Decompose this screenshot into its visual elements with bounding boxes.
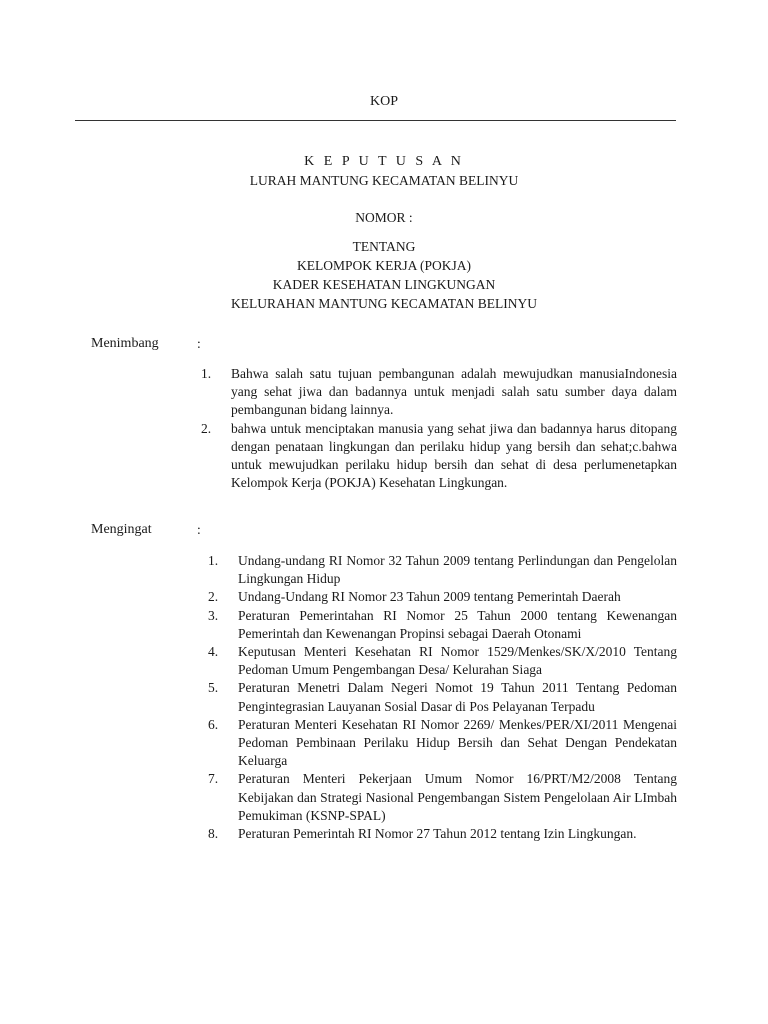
menimbang-label: Menimbang xyxy=(91,336,159,351)
list-item-text: Keputusan Menteri Kesehatan RI Nomor 1529/Menkes/SK/X/2010 Tentang Pedoman Umum Pengembangan Desa/ Kelurahan Siaga xyxy=(238,644,677,678)
list-item-text: Undang-Undang RI Nomor 23 Tahun 2009 tentang Pemerintah Daerah xyxy=(238,589,621,605)
letterhead-placeholder: KOP xyxy=(369,94,398,109)
document-title: K E P U T U S A N xyxy=(304,154,464,169)
list-item xyxy=(208,643,677,679)
mengingat-list xyxy=(208,552,677,843)
list-item-text: Bahwa salah satu tujuan pembangunan adalah mewujudkan manusiaIndonesia yang sehat jiwa dan badannya untuk menjadi salah satu sumber daya dalam pembangunan bidang lainnya. xyxy=(231,366,677,418)
list-item-text: Undang-undang RI Nomor 32 Tahun 2009 tentang Perlindungan dan Pengelolan Lingkungan Hidup xyxy=(238,553,677,587)
list-item-text: Peraturan Pemerintah RI Nomor 27 Tahun 2012 tentang Izin Lingkungan. xyxy=(238,826,637,842)
list-item-number: 2. xyxy=(208,589,219,605)
list-item-number: 8. xyxy=(208,826,219,842)
list-item-number: 1. xyxy=(208,553,219,568)
mengingat-colon: : xyxy=(197,522,201,537)
list-item xyxy=(208,825,677,843)
about-line-3: KELURAHAN MANTUNG KECAMATAN BELINYU xyxy=(230,296,538,311)
list-item xyxy=(208,679,677,715)
list-item-number: 1. xyxy=(201,366,212,381)
mengingat-label: Mengingat xyxy=(91,522,152,537)
letterhead-divider xyxy=(75,120,676,121)
list-item xyxy=(208,770,677,825)
menimbang-colon: : xyxy=(197,336,201,351)
list-item-text: Peraturan Menteri Pekerjaan Umum Nomor 16/PRT/M2/2008 Tentang Kebijakan dan Strategi Nasional Pengembangan Sistem Pengelolaan Air LImbah Pemukiman (KSNP-SPAL) xyxy=(238,771,677,823)
list-item-number: 5. xyxy=(208,680,219,696)
list-item xyxy=(208,588,677,606)
list-item-text: Peraturan Menetri Dalam Negeri Nomot 19 Tahun 2011 Tentang Pedoman Pengintegrasian Lauyanan Sosial Dasar di Pos Pelayanan Terpadu xyxy=(238,680,677,714)
document-number: NOMOR : xyxy=(355,210,413,225)
list-item xyxy=(208,552,677,588)
list-item-number: 2. xyxy=(201,420,212,436)
list-item-number: 4. xyxy=(208,644,219,660)
list-item xyxy=(208,716,677,771)
list-item xyxy=(208,607,677,643)
list-item-number: 7. xyxy=(208,771,219,787)
list-item-number: 3. xyxy=(208,607,219,623)
list-item-text: Peraturan Menteri Kesehatan RI Nomor 2269/ Menkes/PER/XI/2011 Mengenai Pedoman Pembinaan Perilaku Hidup Bersih dan Sehat Dengan Pendekatan Keluarga xyxy=(238,716,677,769)
list-item-number: 6. xyxy=(208,716,219,732)
list-item-text: Peraturan Pemerintahan RI Nomor 25 Tahun 2000 tentang Kewenangan Pemerintah dan Kewenangan Propinsi sebagai Daerah Otonami xyxy=(238,607,677,641)
about-line-1: KELOMPOK KERJA (POKJA) xyxy=(296,258,471,273)
document-issuer: LURAH MANTUNG KECAMATAN BELINYU xyxy=(249,173,519,188)
list-item xyxy=(201,365,677,420)
about-line-2: KADER KESEHATAN LINGKUNGAN xyxy=(272,277,496,292)
list-item-text: bahwa untuk menciptakan manusia yang sehat jiwa dan badannya harus ditopang dengan penataan lingkungan dan perilaku hidup yang bersih dan sehat;c.bahwa untuk mewujudkan perilaku hidup bersih dan sehat di desa perlumenetapkan Kelompok Kerja (POKJA) Kesehatan Lingkungan. xyxy=(231,420,677,491)
about-heading: TENTANG xyxy=(352,239,416,254)
menimbang-list xyxy=(201,365,677,492)
list-item xyxy=(201,420,677,493)
